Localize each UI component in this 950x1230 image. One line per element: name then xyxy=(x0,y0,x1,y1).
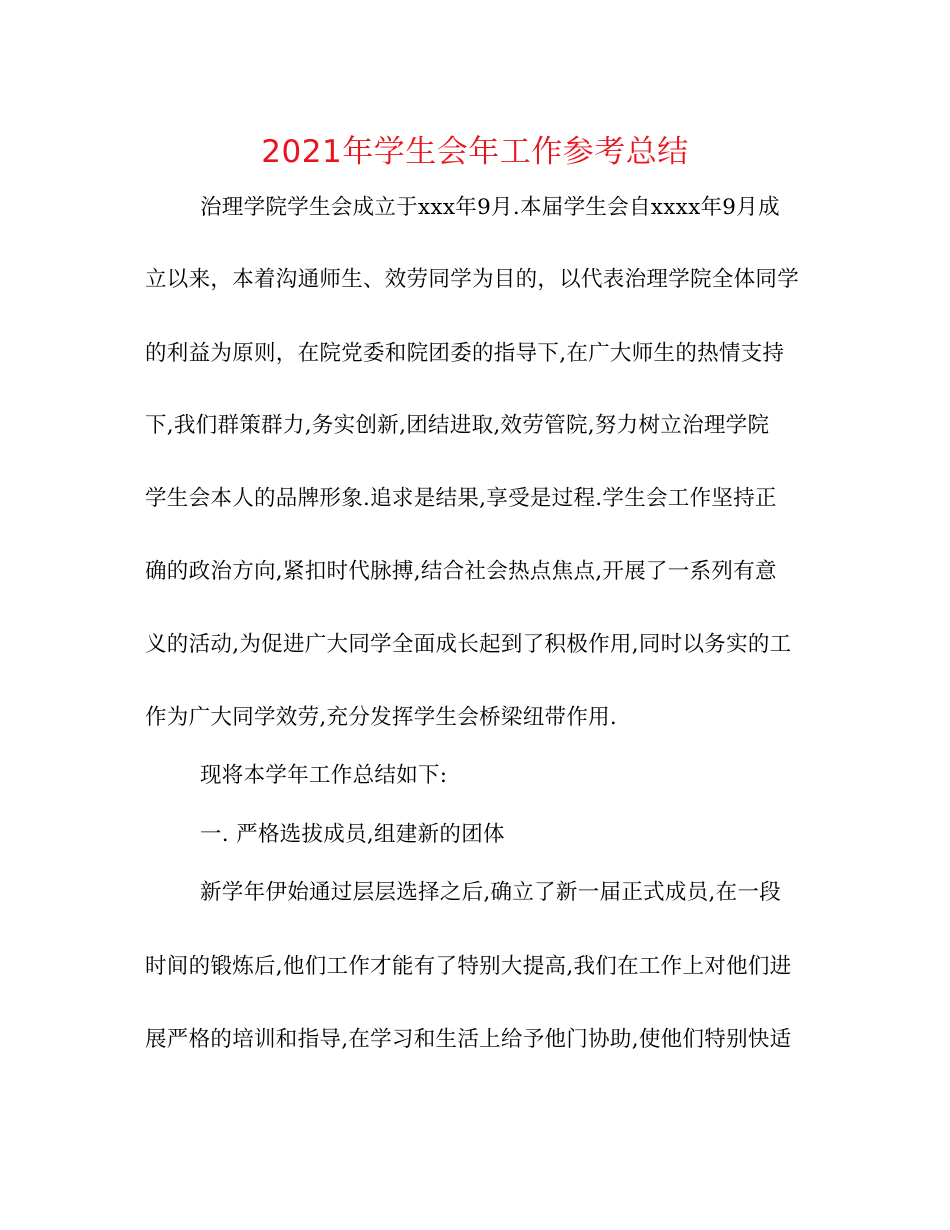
section-heading: 一. 严格选拔成员,组建新的团体 xyxy=(200,822,505,847)
paragraph-line: 治理学院学生会成立于xxx年9月.本届学生会自xxxx年9月成 xyxy=(200,195,780,220)
paragraph-line: 的利益为原则，在院党委和院团委的指导下,在广大师生的热情支持 xyxy=(145,341,785,366)
paragraph-line: 新学年伊始通过层层选择之后,确立了新一届正式成员,在一段 xyxy=(200,880,782,905)
page-title: 2021年学生会年工作参考总结 xyxy=(261,134,689,170)
paragraph-line: 立以来，本着沟通师生、效劳同学为目的，以代表治理学院全体同学 xyxy=(145,267,800,292)
paragraph-line: 学生会本人的品牌形象.追求是结果,享受是过程.学生会工作坚持正 xyxy=(145,486,777,511)
paragraph-line: 作为广大同学效劳,充分发挥学生会桥梁纽带作用. xyxy=(145,705,618,730)
paragraph-line: 时间的锻炼后,他们工作才能有了特别大提高,我们在工作上对他们进 xyxy=(145,954,792,979)
paragraph-line: 确的政治方向,紧扣时代脉搏,结合社会热点焦点,开展了一系列有意 xyxy=(145,559,777,584)
paragraph-line: 下,我们群策群力,务实创新,团结进取,效劳管院,努力树立治理学院 xyxy=(145,413,770,438)
paragraph-line: 展严格的培训和指导,在学习和生活上给予他门协助,使他们特别快适 xyxy=(145,1027,792,1052)
paragraph-line: 义的活动,为促进广大同学全面成长起到了积极作用,同时以务实的工 xyxy=(145,632,792,657)
paragraph-line: 现将本学年工作总结如下: xyxy=(200,763,448,788)
